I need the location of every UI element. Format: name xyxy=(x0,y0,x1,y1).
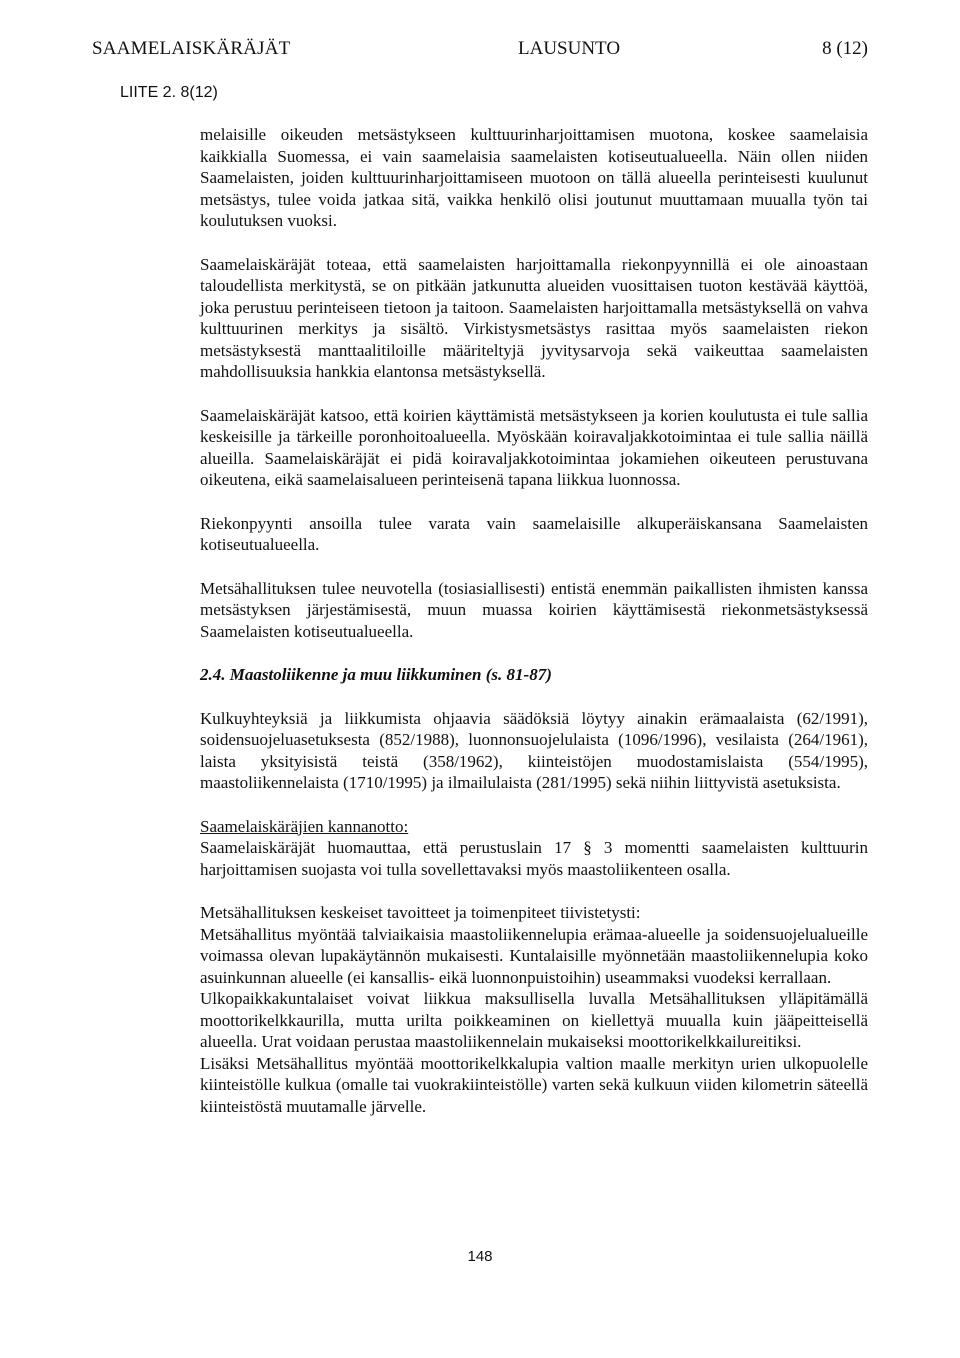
paragraph: Saamelaiskäräjät huomauttaa, että perustuslain 17 § 3 momentti saamelaisten kulttuurin harjoittamisen suojasta voi tulla sovellettavaksi myös maastoliikenteen osalla. xyxy=(200,838,868,879)
statement-label-line xyxy=(200,816,868,838)
organization-name: SAAMELAISKÄRÄJÄT xyxy=(92,38,291,59)
paragraph: melaisille oikeuden metsästykseen kulttuurinharjoittamisen muotona, koskee saamelaisia kaikkialla Suomessa, ei vain saamelaisia saamelaisten kotiseutualueella. Näin ollen niiden Saamelaisten, joiden kulttuurinharjoittamiseen muotoon on tällä alueella perinteisesti kuulunut metsästys, tulee voida jatkaa sitä, vaikka henkilö olisi joutunut muuttamaan muualla työn tai koulutuksen vuoksi. xyxy=(200,125,868,230)
page-header xyxy=(92,38,868,68)
paragraph: Riekonpyynti ansoilla tulee varata vain saamelaisille alkuperäiskansana Saamelaisten kotiseutualueella. xyxy=(200,513,868,554)
statement-label: Saamelaiskäräjien kannanotto: xyxy=(200,816,409,836)
attachment-label: LIITE 2. 8(12) xyxy=(120,84,218,101)
paragraph: Saamelaiskäräjät katsoo, että koirien käyttämistä metsästykseen ja korien koulutusta ei tule sallia keskeisille ja tärkeille poronhoitoalueella. Myöskään koiravaljakkotoimintaa ei tule sallia näillä alueilla. Saamelaiskäräjät ei pidä koiravaljakkotoimintaa jokamiehen oikeuteen perustuvana oikeutena, eikä saamelaisalueen perinteisenä tapana liikkua luonnossa. xyxy=(200,405,868,489)
paragraph: Lisäksi Metsähallitus myöntää moottorikelkkalupia valtion maalle merkityn urien ulkopuolelle kiinteistölle kulkua (omalle tai vuokrakiinteistölle) varten sekä kulkuun viiden kilometrin säteellä kiinteistöstä muutamalle järvelle. xyxy=(200,1053,868,1116)
document-type: LAUSUNTO xyxy=(518,38,621,59)
paragraph: Kulkuyhteyksiä ja liikkumista ohjaavia säädöksiä löytyy ainakin erämaalaista (62/1991), soidensuojeluasetuksesta (852/1988), luonnonsuojelulaista (1096/1996), vesilaista (264/1961), laista yksityisistä teistä (358/1962), kiinteistöjen muodostamislaista (554/1995), maastoliikennelaista (1710/1995) ja ilmailulaista (281/1995) sekä niihin liittyvistä asetuksista. xyxy=(200,708,868,792)
footer-page-number: 148 xyxy=(467,1248,493,1265)
page-number: 8 (12) xyxy=(822,38,868,59)
paragraph: Ulkopaikkakuntalaiset voivat liikkua maksullisella luvalla Metsähallituksen ylläpitämällä moottorikelkkaurilla, mutta urilta poikkeaminen on kiellettyä muualla kuin jääpeitteisellä alueella. Urat voidaan perustaa maastoliikennelain mukaiseksi moottorikelkkailureitiksi. xyxy=(200,989,868,1051)
paragraph: Metsähallituksen tulee neuvotella (tosiasiallisesti) entistä enemmän paikallisten ihmisten kanssa metsästyksen järjestämisestä, muun muassa koirien käyttämisestä riekonmetsästyksessä Saamelaisten kotiseutualueella. xyxy=(200,578,868,641)
paragraph: Metsähallitus myöntää talviaikaisia maastoliikennelupia erämaa-alueelle ja soidensuojelualueille voimassa olevan lupakäytännön mukaisesti. Kuntalaisille myönnetään maastoliikennelupia koko asuinkunnan alueelle (ei kansallis- eikä luonnonpuistoihin) useammaksi vuodeksi kerrallaan. xyxy=(200,924,868,987)
section-heading: 2.4. Maastoliikenne ja muu liikkuminen (s. 81-87) xyxy=(200,665,552,684)
paragraph: Saamelaiskäräjät toteaa, että saamelaisten harjoittamalla riekonpyynnillä ei ole ainoastaan taloudellista merkitystä, se on pitkään jatkunutta alueiden vuosittaisen tuoton kestävää käyttöä, joka perustuu perinteiseen tietoon ja taitoon. Saamelaisten harjoittamalla metsästyksellä on vahva kulttuurinen merkitys ja sisältö. Virkistysmetsästys rasittaa myös saamelaisten riekon metsästyksestä manttaalitiloille määriteltyjä jyvitysarvoja sekä vaikeuttaa saamelaisten mahdollisuuksia hankkia elantonsa metsästyksellä. xyxy=(200,254,868,381)
document-body xyxy=(200,124,868,1117)
paragraph: Metsähallituksen keskeiset tavoitteet ja toimenpiteet tiivistetysti: xyxy=(200,903,641,922)
